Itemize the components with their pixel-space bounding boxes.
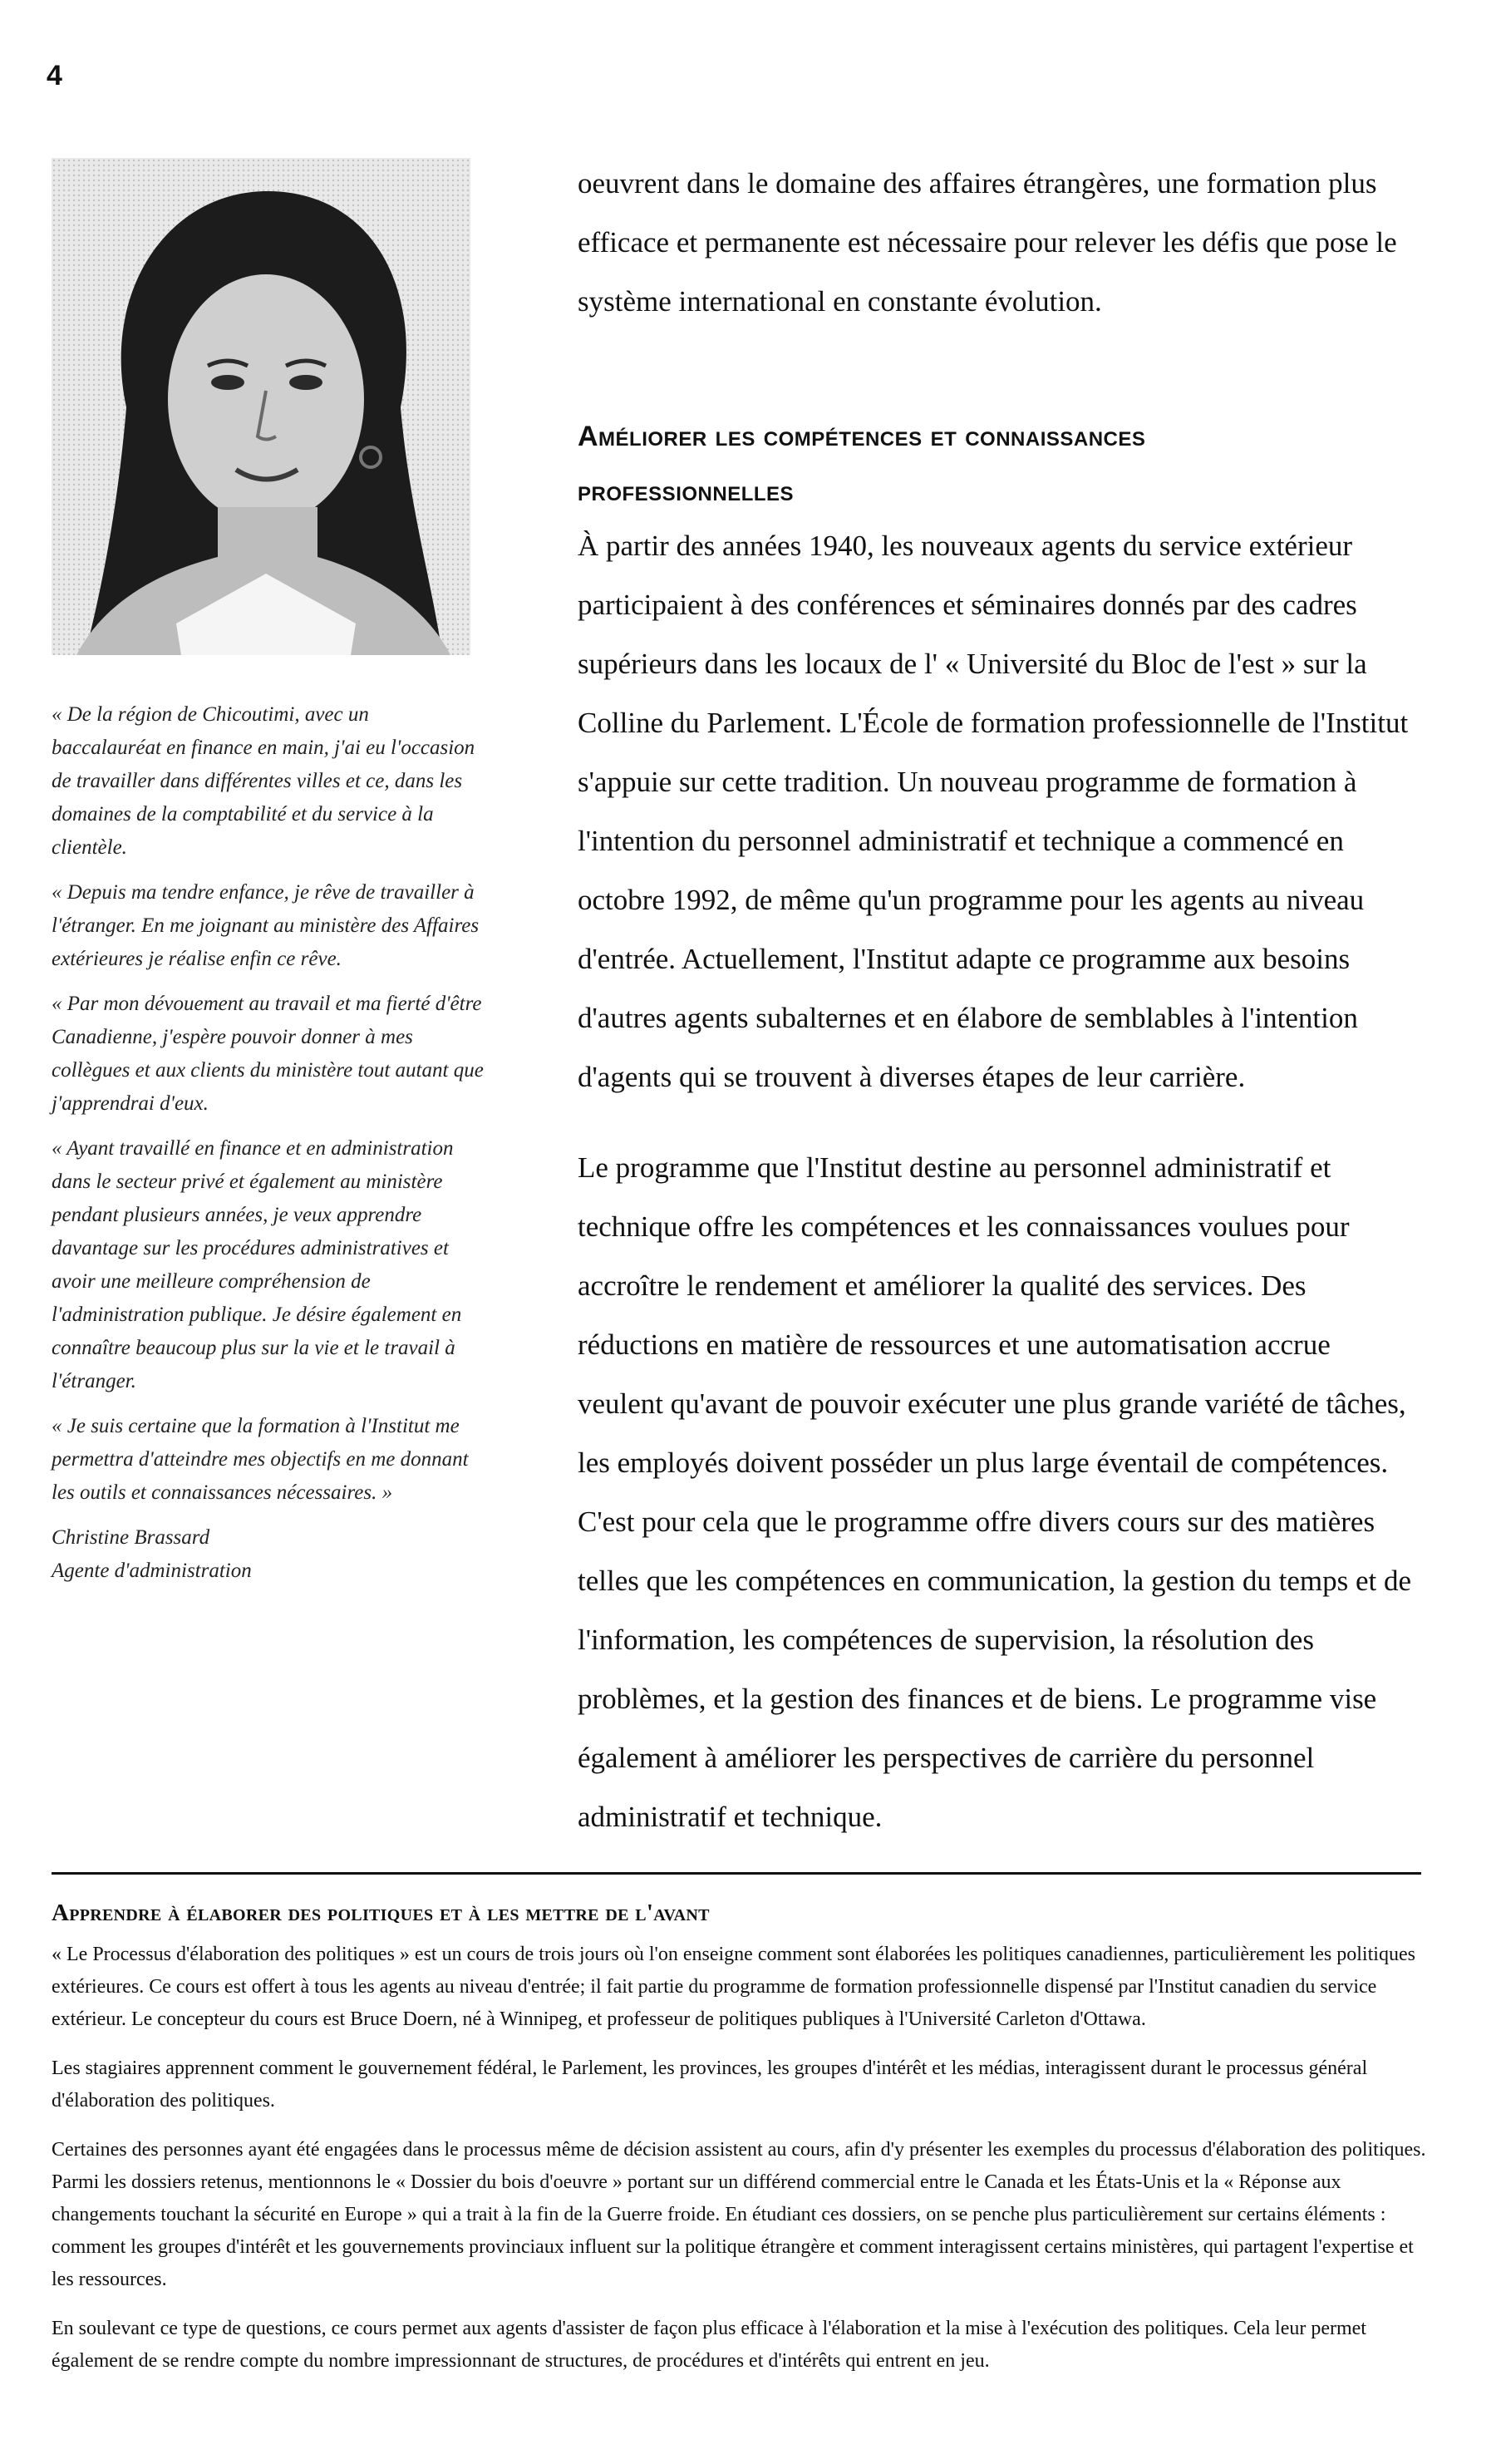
caption-paragraph: « Par mon dévouement au travail et ma fierté d'être Canadienne, j'espère pouvoir donner à mes collègues et aux clients du ministère tout autant que j'apprendrai d'eux. — [52, 993, 484, 1115]
caption-paragraph: « Ayant travaillé en finance et en administration dans le secteur privé et également au ministère pendant plusieurs années, je veux apprendre davantage sur les procédures administratives et avoir une meilleure compréhension de l'administration publique. Je désire également en connaître beaucoup plus sur la vie et le travail à l'étranger. — [52, 1137, 462, 1392]
page-number: 4 — [47, 60, 62, 91]
section-divider — [52, 1872, 1421, 1875]
main-column — [578, 154, 1417, 1846]
box-title: Apprendre à élaborer des politiques et à les mettre de l'avant — [52, 1900, 710, 1926]
policy-course-box — [52, 1894, 1431, 2394]
body-paragraph-2: Le programme que l'Institut destine au personnel administratif et technique offre les compétences et les connaissances voulues pour accroître le rendement et améliorer la qualité des services. Des réductions en matière de ressources et une automatisation accrue veulent qu'avant de pouvoir exécuter une plus grande variété de tâches, les employés doivent posséder un plus large éventail de compétences. C'est pour cela que le programme offre divers cours sur des matières telles que les compétences en communication, la gestion du temps et de l'information, les compétences de supervision, la résolution des problèmes, et la gestion des finances et de biens. Le programme vise également à améliorer les perspectives de carrière du personnel administratif et technique. — [578, 1151, 1412, 1833]
section-heading-line2: professionnelles — [578, 476, 795, 507]
box-paragraph: Les stagiaires apprennent comment le gouvernement fédéral, le Parlement, les provinces, les groupes d'intérêt et les médias, interagissent durant le processus général d'élaboration des politiques. — [52, 2057, 1368, 2112]
box-paragraph: « Le Processus d'élaboration des politiques » est un cours de trois jours où l'on enseigne comment sont élaborées les politiques canadiennes, particulièrement les politiques extérieures. Ce cours est offert à tous les agents au niveau d'entrée; il fait partie du programme de formation professionnelle dispensé par l'Institut canadien du service extérieur. Le concepteur du cours est Bruce Doern, né à Winnipeg, et professeur de politiques publiques à l'Université Carleton d'Ottawa. — [52, 1944, 1415, 2030]
portrait-photo-icon — [52, 158, 470, 655]
caption-paragraph: « De la région de Chicoutimi, avec un baccalauréat en finance en main, j'ai eu l'occasion de travailler dans différentes villes et ce, dans les domaines de la comptabilité et du service à la clientèle. — [52, 703, 475, 859]
caption-author-role: Agente d'administration — [52, 1560, 252, 1582]
caption-paragraph: « Je suis certaine que la formation à l'Institut me permettra d'atteindre mes objectifs en me donnant les outils et connaissances nécessaires. » — [52, 1415, 469, 1504]
caption-sidebar — [52, 698, 484, 1588]
caption-author-name: Christine Brassard — [52, 1526, 210, 1549]
box-paragraph: En soulevant ce type de questions, ce cours permet aux agents d'assister de façon plus efficace à l'élaboration et la mise à l'exécution des politiques. Cela leur permet également de se rendre compte du nombre impressionnant de structures, de procédures et d'intérêts qui entrent en jeu. — [52, 2318, 1366, 2372]
section-heading — [578, 407, 1417, 516]
section-heading-line1: Améliorer les compétences et connaissances — [578, 421, 1146, 452]
body-paragraph-1: À partir des années 1940, les nouveaux agents du service extérieur participaient à des conférences et séminaires donnés par des cadres supérieurs dans les locaux de l' « Université du Bloc de l'est » sur la Colline du Parlement. L'École de formation professionnelle de l'Institut s'appuie sur cette tradition. Un nouveau programme de formation à l'intention du personnel administratif et technique a commencé en octobre 1992, de même qu'un programme pour les agents au niveau d'entrée. Actuellement, l'Institut adapte ce programme aux besoins d'autres agents subalternes et en élabore de semblables à l'intention d'agents qui se trouvent à diverses étapes de leur carrière. — [578, 530, 1409, 1093]
intro-paragraph: oeuvrent dans le domaine des affaires étrangères, une formation plus efficace et permanente est nécessaire pour relever les défis que pose le système international en constante évolution. — [578, 167, 1397, 318]
caption-paragraph: « Depuis ma tendre enfance, je rêve de travailler à l'étranger. En me joignant au ministère des Affaires extérieures je réalise enfin ce rêve. — [52, 881, 480, 970]
portrait-photo — [52, 158, 470, 655]
box-paragraph: Certaines des personnes ayant été engagées dans le processus même de décision assistent au cours, afin d'y présenter les exemples du processus d'élaboration des politiques. Parmi les dossiers retenus, mentionnons le « Dossier du bois d'oeuvre » portant sur un différend commercial entre le Canada et les États-Unis et la « Réponse aux changements touchant la sécurité en Europe » qui a trait à la fin de la Guerre froide. En étudiant ces dossiers, on se penche plus particulièrement sur certains éléments : comment les groupes d'intérêt et les gouvernements provinciaux influent sur la politique étrangère et comment interagissent certains ministères, qui partagent l'expertise et les ressources. — [52, 2139, 1426, 2290]
